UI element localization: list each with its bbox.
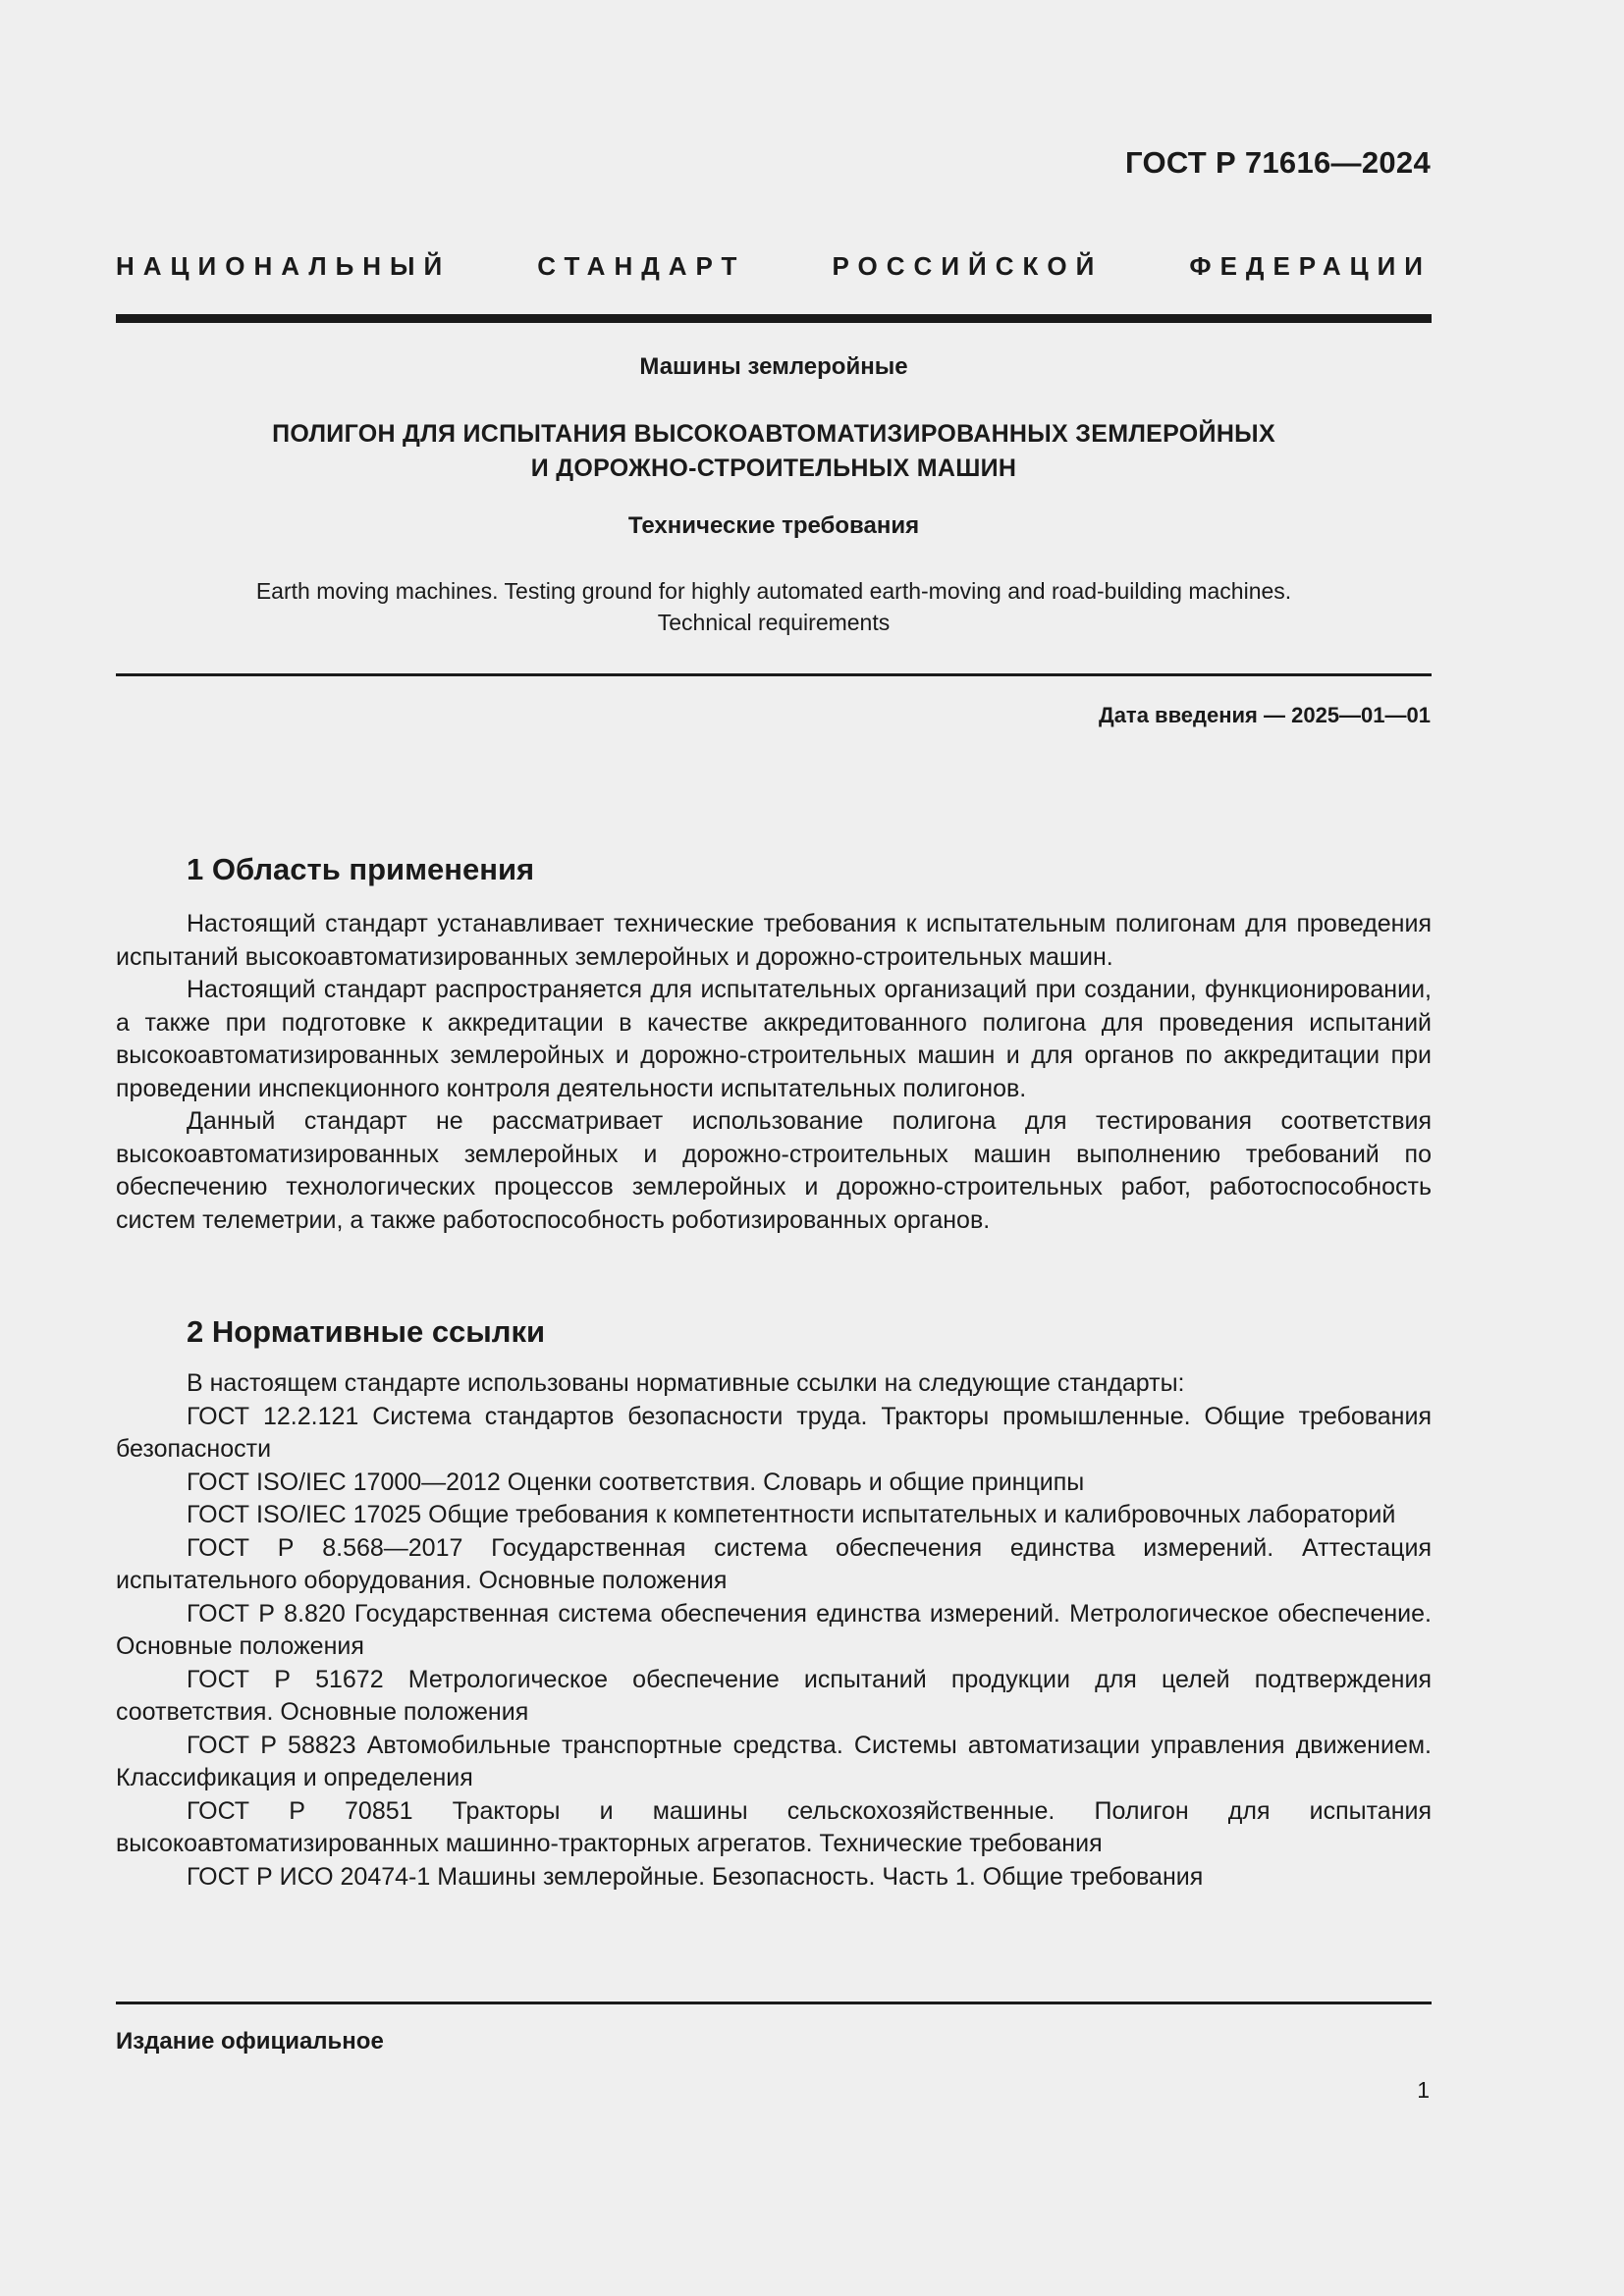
reference-item: ГОСТ Р 8.568—2017 Государственная система обеспечения единства измерений. Аттестация испытательного оборудования. Основные положения [116, 1533, 1432, 1594]
section-2-intro: В настоящем стандарте использованы нормативные ссылки на следующие стандарты: [187, 1369, 1185, 1397]
footer-rule [116, 2002, 1432, 2004]
reference-item: ГОСТ ISO/IEC 17025 Общие требования к компетентности испытательных и калибровочных лабораторий [187, 1501, 1396, 1528]
reference-item: ГОСТ Р 58823 Автомобильные транспортные средства. Системы автоматизации управления движением. Классификация и определения [116, 1731, 1432, 1791]
technical-requirements-label: Технические требования [627, 512, 920, 539]
english-title [116, 575, 1432, 638]
page-number: 1 [1417, 2077, 1430, 2103]
section-1-body [116, 908, 1432, 1237]
official-edition-label: Издание официальное [116, 2028, 384, 2055]
reference-item: ГОСТ Р 70851 Тракторы и машины сельскохозяйственные. Полигон для испытания высокоавтоматизированных машинно-тракторных агрегатов. Технические требования [116, 1796, 1432, 1857]
title-line-1: ПОЛИГОН ДЛЯ ИСПЫТАНИЯ ВЫСОКОАВТОМАТИЗИРОВАННЫХ ЗЕМЛЕРОЙНЫХ [272, 420, 1275, 448]
section-1-heading: 1 Область применения [187, 852, 535, 886]
reference-item: ГОСТ Р 8.820 Государственная система обеспечения единства измерений. Метрологическое обеспечение. Основные положения [116, 1599, 1432, 1660]
reference-item: ГОСТ Р ИСО 20474-1 Машины землеройные. Безопасность. Часть 1. Общие требования [187, 1862, 1204, 1891]
standard-number: ГОСТ Р 71616—2024 [1125, 145, 1431, 180]
header-thick-rule [116, 314, 1432, 323]
section-1-paragraph: Настоящий стандарт устанавливает технические требования к испытательным полигонам для проведения испытаний высокоавтоматизированных землеройных и дорожно-строительных машин. [116, 910, 1432, 971]
document-title [116, 417, 1432, 486]
title-line-2: И ДОРОЖНО-СТРОИТЕЛЬНЫХ МАШИН [530, 454, 1017, 482]
english-title-line-1: Earth moving machines. Testing ground for highly automated earth-moving and road-building machines. [255, 578, 1292, 604]
section-2-body [116, 1367, 1432, 1894]
section-1-paragraph: Данный стандарт не рассматривает использование полигона для тестирования соответствия высокоавтоматизированных землеройных и дорожно-строительных машин выполнению требований по обеспечению технологических процессов землеройных и дорожно-строительных работ, работоспособность систем телеметрии, а также работоспособность роботизированных органов. [116, 1107, 1432, 1234]
section-2-heading: 2 Нормативные ссылки [187, 1314, 546, 1349]
reference-item: ГОСТ ISO/IEC 17000—2012 Оценки соответствия. Словарь и общие принципы [187, 1468, 1085, 1496]
national-standard-banner: НАЦИОНАЛЬНЫЙ СТАНДАРТ РОССИЙСКОЙ ФЕДЕРАЦИИ [116, 251, 1432, 281]
title-block-rule [116, 673, 1432, 676]
reference-item: ГОСТ Р 51672 Метрологическое обеспечение испытаний продукции для целей подтверждения соответствия. Основные положения [116, 1665, 1432, 1726]
document-subtitle: Машины землеройные [639, 353, 908, 380]
english-title-line-2: Technical requirements [657, 610, 891, 635]
section-1-paragraph: Настоящий стандарт распространяется для испытательных организаций при создании, функционировании, а также при подготовке к аккредитации в качестве аккредитованного полигона для проведения испытаний высокоавтоматизированных землеройных и дорожно-строительных машин и для органов по аккредитации при проведении инспекционного контроля деятельности испытательных полигонов. [116, 976, 1432, 1102]
introduction-date: Дата введения — 2025—01—01 [1099, 703, 1431, 727]
reference-item: ГОСТ 12.2.121 Система стандартов безопасности труда. Тракторы промышленные. Общие требования безопасности [116, 1402, 1432, 1463]
